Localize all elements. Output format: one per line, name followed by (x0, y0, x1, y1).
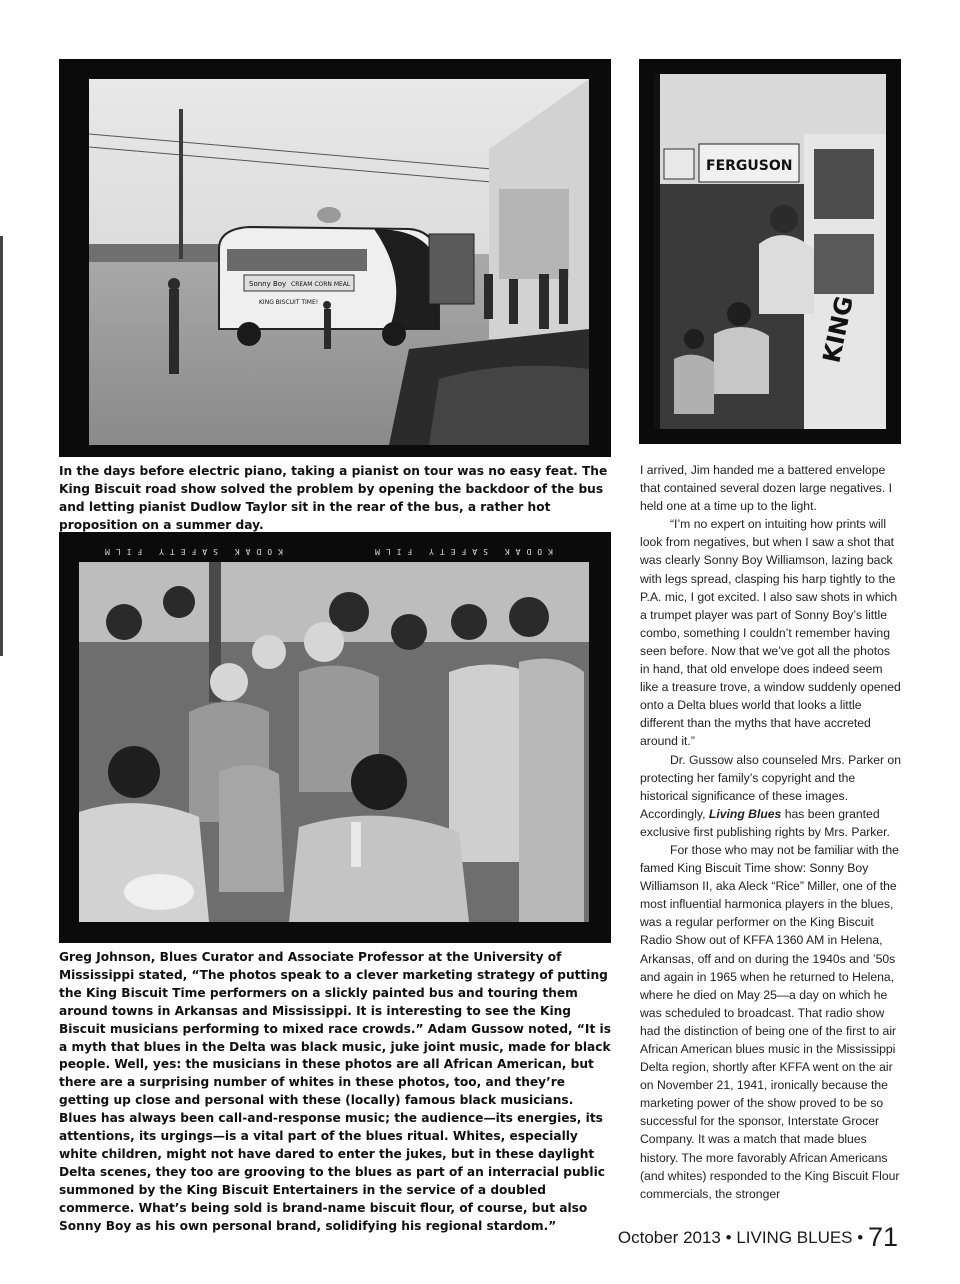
page-edge-mark (0, 236, 3, 656)
article-paragraph-1: I arrived, Jim handed me a battered envelope that contained several dozen large negatives. I held one at a time up to the light. (640, 463, 893, 514)
article-paragraph-3-start: Dr. Gussow also counseled Mrs. Parker on protecting her family’s copyright and the historical significance of these images. Accordingly, (640, 752, 901, 821)
footer-bullet: • (725, 1228, 732, 1247)
store-sign: FERGUSON (706, 158, 793, 174)
publication-name: Living Blues (708, 806, 782, 821)
bus-photo (59, 59, 611, 457)
footer-magazine: LIVING BLUES (736, 1228, 853, 1247)
article-paragraph-3 (640, 751, 902, 841)
crowd-photo-image (79, 562, 589, 922)
bus-lettering: KING (817, 293, 859, 366)
article-paragraph-4: For those who may not be familiar with the famed King Biscuit Time show: Sonny Boy Williamson II, aka Aleck “Rice” Miller, one of the most influential harmonica players in the blues, was a regular performer on the King Biscuit Radio Show out of KFFA 1360 AM in Helena, Arkansas, off and on during the 1940s and ’50s and again in 1965 when he returned to Helena, where he died on May 25—a day on which he was scheduled to broadcast. That radio show had the distinction of being one of the first to air African American blues music in the Mississippi Delta region, shortly after KFFA went on the air on November 21, 1941, ironically because the marketing power of the show proved to be so successful for the sponsor, Interstate Grocer Company. It was a match that made blues history. The more favorably African Americans (and whites) responded to the King Biscuit Flour commercials, the stronger (640, 842, 900, 1201)
bus-sign-main: CREAM CORN MEAL (291, 281, 351, 288)
crowd-photo (59, 532, 611, 943)
article-column (640, 461, 902, 1203)
bus-photo-image (89, 79, 589, 445)
film-edge-text-left: KODAK SAFETY FILM (99, 547, 283, 556)
store-photo-image (654, 74, 886, 429)
page-number: 71 (867, 1222, 898, 1252)
bus-sign-line: KING BISCUIT TIME! (259, 299, 319, 306)
store-photo (639, 59, 901, 444)
bus-sign-brand: Sonny Boy (249, 280, 287, 288)
footer-bullet: • (857, 1228, 864, 1247)
article-paragraph-2: “I’m no expert on intuiting how prints will look from negatives, but when I saw a shot that was clearly Sonny Boy Williamson, lazing back with legs spread, clasping his harp tightly to the P.A. mic, I got excited. I also saw shots in which a trumpet player was part of Sonny Boy’s little combo, something I couldn’t remember having seen before. Now that we’ve got all the photos in hand, that old envelope does indeed seem like a treasure trove, a window suddenly opened onto a Delta blues world that looks a little different than the myths that have accreted around it.” (640, 517, 901, 749)
film-edge-text-right: KODAK SAFETY FILM (369, 547, 553, 556)
bus-photo-caption: In the days before electric piano, taking a pianist on tour was no easy feat. The King Biscuit road show solved the problem by opening the backdoor of the bus and letting pianist Dudlow Taylor sit in the rear of the bus, a rather hot proposition on a summer day. (59, 464, 608, 532)
crowd-photo-caption: Greg Johnson, Blues Curator and Associate Professor at the University of Mississippi stated, “The photos speak to a clever marketing strategy of putting the King Biscuit Time performers on a slickly painted bus and touring them around towns in Arkansas and Mississippi. It is interesting to see the King Biscuit musicians performing to mixed race crowds.” Adam Gussow noted, “It is a myth that blues in the Delta was black music, juke joint music, made for black people. Well, yes: the musicians in these photos are all African American, but there are a surprising number of whites in these photos, too, and they’re getting up close and personal with these (locally) famous black musicians. Blues has always been call-and-response music; the audience—its energies, its attentions, its urgings—is a vital part of the blues ritual. Whites, especially white children, might not have dared to enter the jukes, but in these daylight Delta scenes, they too are grooving to the blues as part of an interracial public summoned by the King Biscuit Entertainers in the service of a doubled commerce. What’s being sold is brand-name biscuit flour, of course, but also Sonny Boy as his own personal brand, solidifying his regional stardom.” (59, 950, 611, 1233)
page-footer (618, 1222, 898, 1253)
article-paragraph-3-end: has been granted exclusive first publishing rights by Mrs. Parker. (640, 806, 890, 839)
footer-issue: October 2013 (617, 1228, 721, 1247)
